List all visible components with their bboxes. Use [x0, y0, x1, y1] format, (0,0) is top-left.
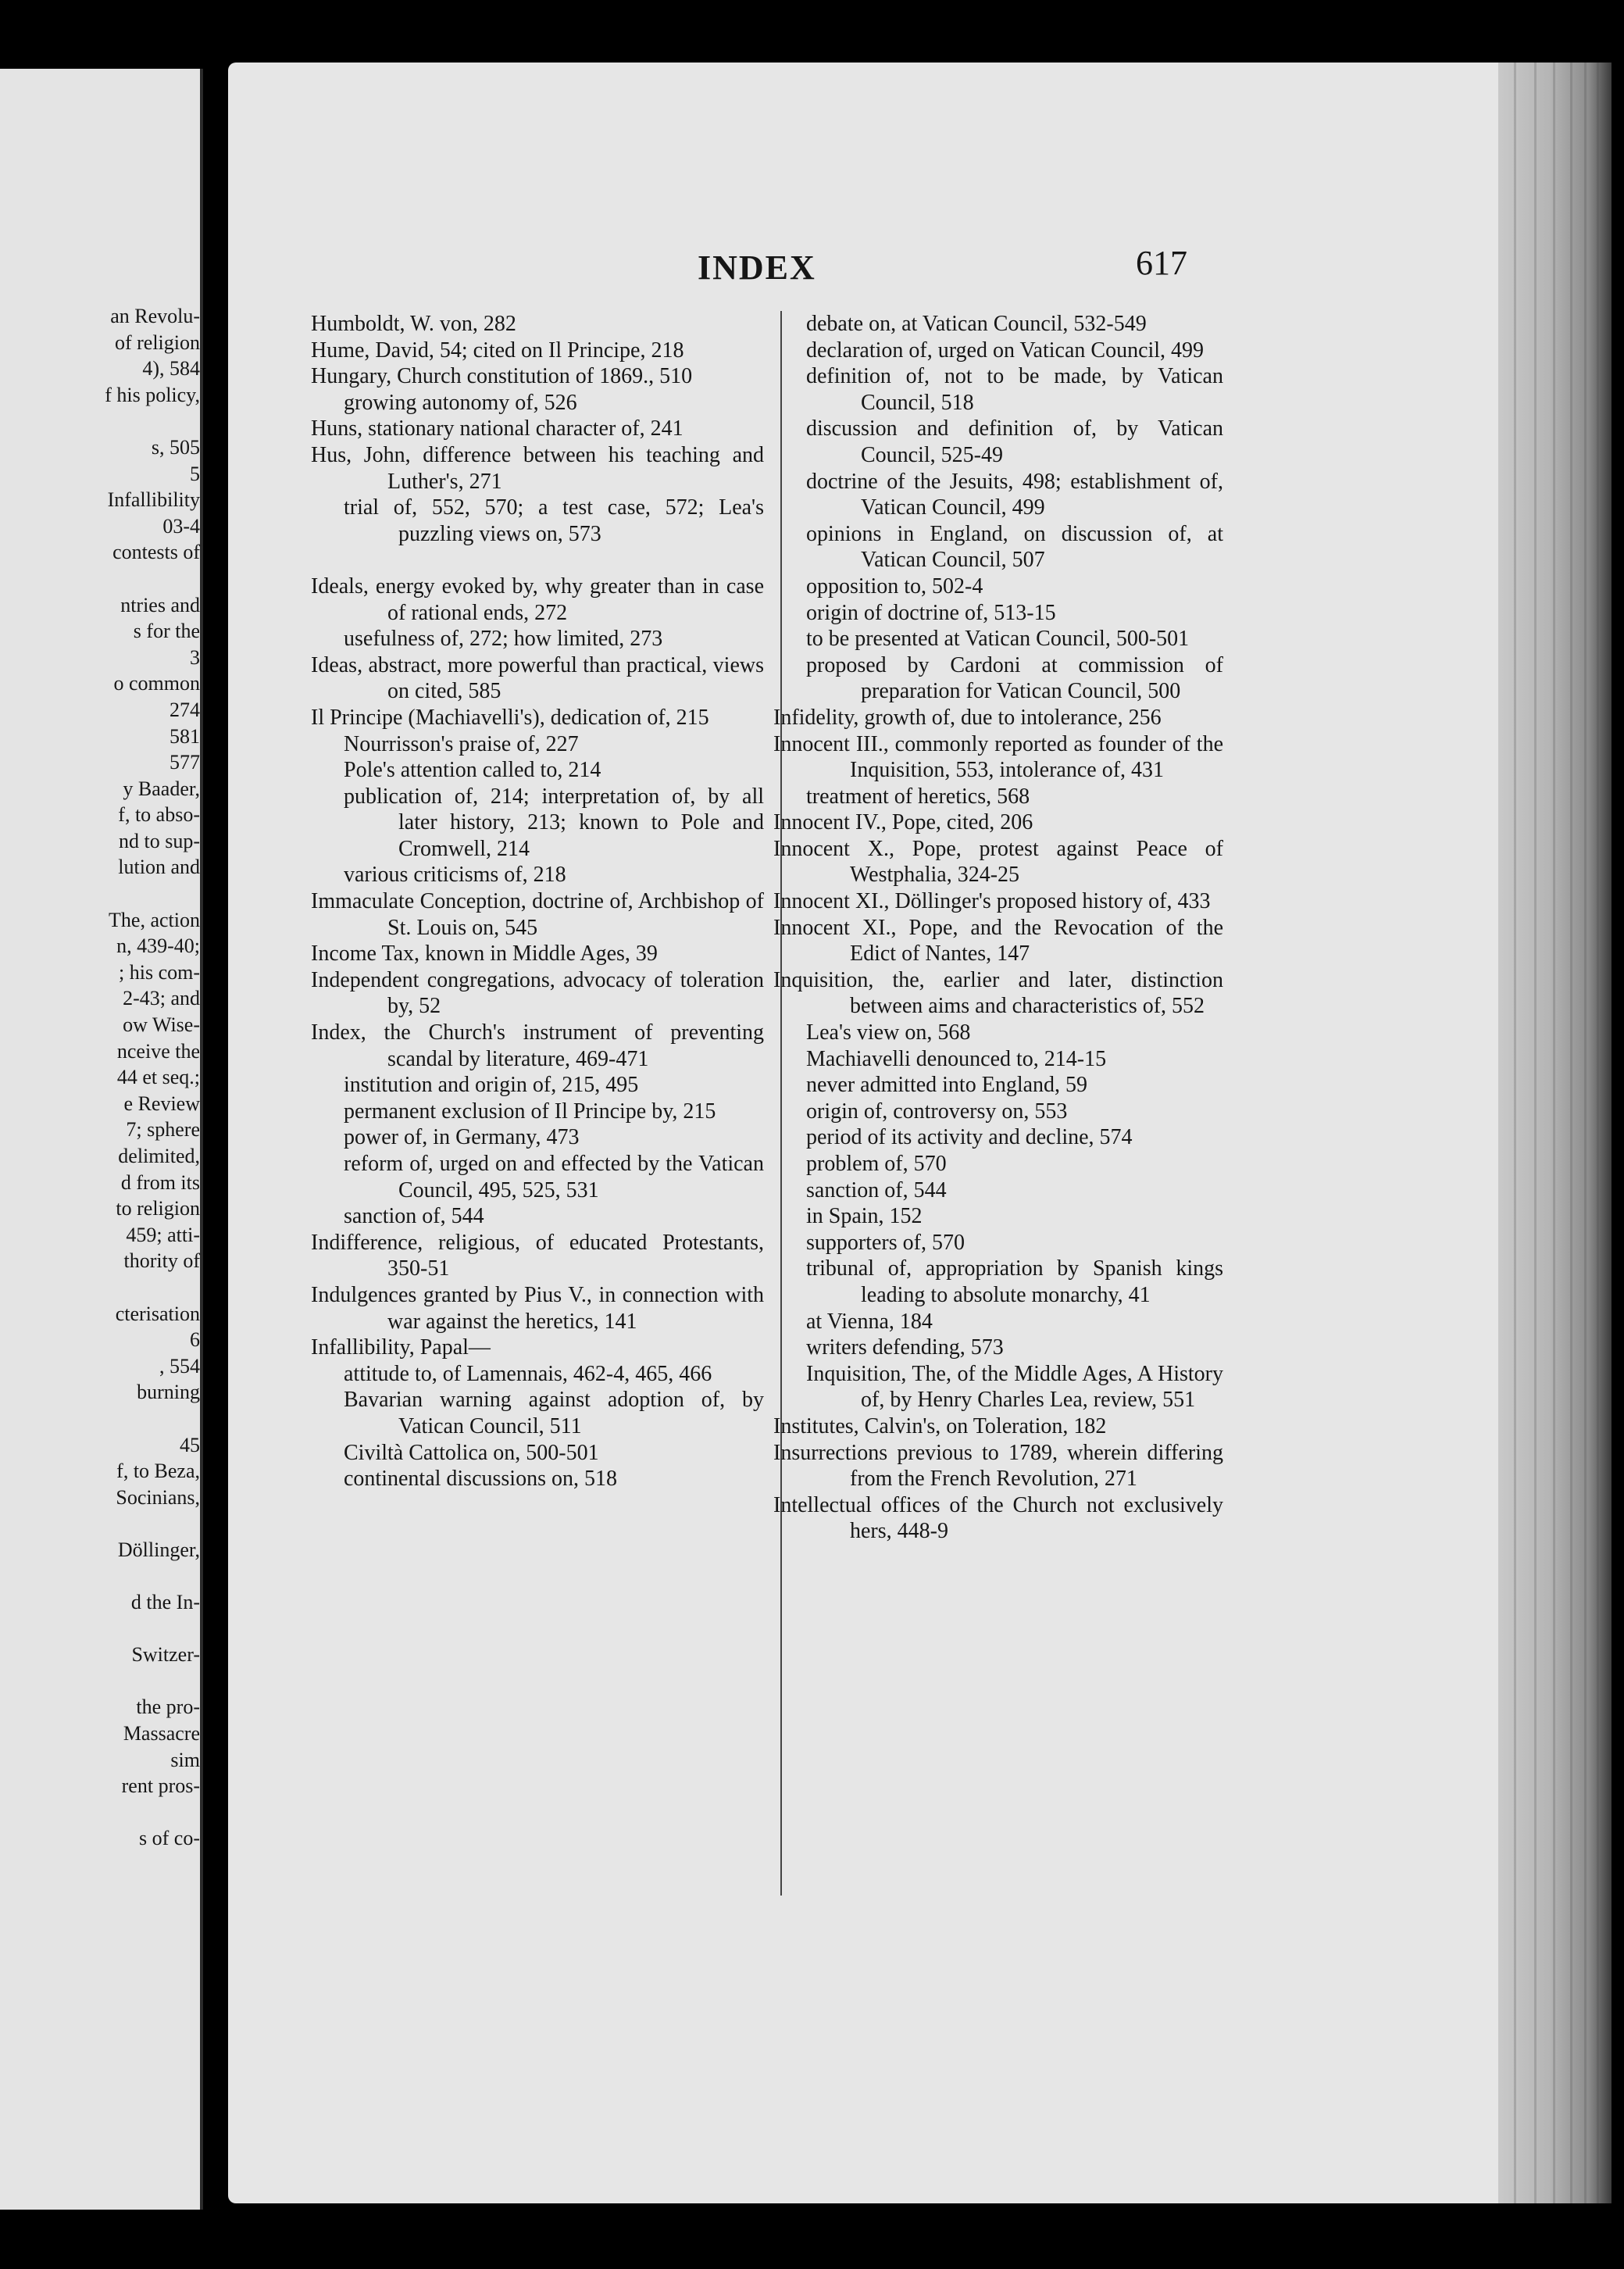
facing-page-line: lution and [118, 856, 200, 879]
index-entry: Innocent III., commonly reported as founder of the Inquisition, 553, intolerance of, 431 [773, 731, 1223, 783]
index-entry: Insurrections previous to 1789, wherein differing from the French Revolution, 271 [773, 1440, 1223, 1492]
facing-page-line: 6 [190, 1328, 200, 1352]
index-subentry: institution and origin of, 215, 495 [344, 1073, 639, 1098]
facing-page-line: Döllinger, [117, 1538, 200, 1561]
index-subentry: opposition to, 502-4 [806, 574, 983, 599]
index-entry: Independent congregations, advocacy of toleration by, 52 [311, 967, 764, 1019]
index-entry: Innocent XI., Pope, and the Revocation of the Edict of Nantes, 147 [773, 915, 1223, 967]
facing-page-line [98, 1510, 203, 1537]
index-subentry: attitude to, of Lamennais, 462-4, 465, 466 [344, 1361, 712, 1386]
facing-page-line: 577 [170, 751, 200, 774]
facing-page-line: 44 et seq.; [116, 1066, 200, 1089]
index-subentry: problem of, 570 [806, 1152, 947, 1176]
index-subentry: trial of, 552, 570; a test case, 572; Lea's puzzling views on, 573 [344, 495, 764, 546]
index-subentry: writers defending, 573 [806, 1335, 1004, 1360]
facing-page-line: 4), 584 [142, 357, 200, 381]
facing-page-line: d the In- [130, 1591, 200, 1614]
index-subentry: publication of, 214; interpretation of, by all later history, 213; known to Pole and Cromwell, 214 [344, 784, 764, 861]
facing-page-line: e Review [123, 1092, 200, 1115]
facing-page-line: s for the [133, 620, 200, 643]
facing-page-line: 459; atti- [126, 1223, 200, 1246]
index-subentry: growing autonomy of, 526 [344, 390, 577, 415]
facing-page-line: ; his com- [119, 960, 200, 984]
facing-page-line: the pro- [136, 1695, 200, 1719]
facing-page-line: 3 [190, 645, 200, 669]
facing-page-line [98, 1799, 203, 1826]
facing-page-line: thority of [123, 1249, 200, 1273]
facing-page-line [98, 408, 203, 434]
index-subentry: Civiltà Cattolica on, 500-501 [344, 1440, 599, 1465]
index-entry: Huns, stationary national character of, 241 [311, 416, 684, 441]
index-entry: Institutes, Calvin's, on Toleration, 182 [773, 1413, 1107, 1438]
facing-page-line [98, 1668, 203, 1695]
index-entry: Index, the Church's instrument of preventing scandal by literature, 469-471 [311, 1020, 764, 1071]
index-entry: Intellectual offices of the Church not exclusively hers, 448-9 [773, 1492, 1223, 1544]
index-subentry: to be presented at Vatican Council, 500-501 [806, 627, 1190, 652]
index-subentry: period of its activity and decline, 574 [806, 1125, 1133, 1150]
facing-page-line [98, 881, 203, 907]
page-number: 617 [1136, 244, 1187, 282]
page-edge [1498, 63, 1612, 2203]
index-subentry: sanction of, 544 [344, 1204, 484, 1229]
index-column-left [311, 311, 764, 1492]
index-subentry: origin of doctrine of, 513-15 [806, 600, 1056, 625]
index-subentry: Nourrisson's praise of, 227 [344, 731, 579, 756]
index-subentry: usefulness of, 272; how limited, 273 [344, 627, 663, 652]
index-subentry: Pole's attention called to, 214 [344, 758, 601, 783]
index-entry: Inquisition, the, earlier and later, distinction between aims and characteristics of, 552 [773, 967, 1223, 1019]
index-subentry: definition of, not to be made, by Vatican Council, 518 [806, 364, 1223, 415]
facing-page-line: nceive the [116, 1039, 200, 1063]
facing-page-line [98, 1274, 203, 1301]
page-title: INDEX [698, 248, 816, 287]
facing-page-line: 581 [170, 724, 200, 748]
index-subentry: supporters of, 570 [806, 1230, 965, 1255]
facing-page-line: , 554 [159, 1354, 200, 1377]
index-entry: Ideals, energy evoked by, why greater than in case of rational ends, 272 [311, 574, 764, 625]
facing-page-line: Infallibility [107, 488, 200, 512]
index-subentry: reform of, urged on and effected by the Vatican Council, 495, 525, 531 [344, 1152, 764, 1202]
facing-page-line: an Revolu- [110, 305, 200, 327]
index-entry: Innocent XI., Döllinger's proposed history of, 433 [773, 889, 1211, 914]
facing-page-line: f his policy, [105, 383, 200, 406]
facing-page-line: 7; sphere [126, 1118, 200, 1142]
index-subentry: continental discussions on, 518 [344, 1467, 617, 1492]
facing-page-line: 45 [180, 1433, 200, 1456]
index-subentry: Lea's view on, 568 [806, 1020, 971, 1045]
index-subentry: origin of, controversy on, 553 [806, 1099, 1068, 1124]
facing-page-line: 274 [170, 698, 200, 721]
index-entry: Infidelity, growth of, due to intolerance, 256 [773, 705, 1162, 730]
index-entry: Humboldt, W. von, 282 [311, 312, 516, 336]
index-entry: Income Tax, known in Middle Ages, 39 [311, 942, 658, 967]
facing-page-line [98, 1406, 203, 1432]
facing-page-line: sim [170, 1748, 200, 1771]
index-page [228, 63, 1498, 2203]
facing-page-line: y Baader, [123, 777, 200, 800]
index-entry: Ideas, abstract, more powerful than practical, views on cited, 585 [311, 652, 764, 704]
index-subentry: sanction of, 544 [806, 1177, 947, 1202]
facing-page-line [98, 1616, 203, 1642]
index-subentry: permanent exclusion of Il Principe by, 215 [344, 1099, 716, 1124]
index-subentry: debate on, at Vatican Council, 532-549 [806, 312, 1147, 336]
index-subentry: opinions in England, on discussion of, at Vatican Council, 507 [806, 521, 1223, 573]
facing-page-line: burning [137, 1381, 200, 1404]
index-subentry: never admitted into England, 59 [806, 1073, 1088, 1098]
index-subentry: in Spain, 152 [806, 1204, 923, 1229]
index-entry: Il Principe (Machiavelli's), dedication of, 215 [311, 705, 709, 730]
index-entry: Infallibility, Papal— [311, 1335, 491, 1360]
index-subentry: proposed by Cardoni at commission of preparation for Vatican Council, 500 [806, 652, 1223, 704]
facing-page-line: o common [113, 672, 200, 695]
facing-page-line: rent pros- [121, 1774, 200, 1798]
facing-page-line: f, to Beza, [116, 1460, 200, 1483]
facing-page-line [98, 1563, 203, 1590]
facing-page-line: 03-4 [162, 514, 200, 538]
index-entry: Innocent X., Pope, protest against Peace of Westphalia, 324-25 [773, 836, 1223, 888]
index-subentry: various criticisms of, 218 [344, 863, 566, 888]
facing-page-line: 2-43; and [123, 987, 200, 1010]
index-subentry: at Vienna, 184 [806, 1309, 933, 1334]
index-subentry: power of, in Germany, 473 [344, 1125, 580, 1150]
index-entry: Hungary, Church constitution of 1869., 510 [311, 364, 693, 389]
facing-page-line: to religion [116, 1197, 200, 1220]
index-column-right [773, 311, 1223, 1545]
index-entry: Indifference, religious, of educated Protestants, 350-51 [311, 1230, 764, 1281]
facing-page-line: n, 439-40; [116, 934, 200, 958]
facing-page-line: The, action [109, 908, 200, 931]
facing-page-fragment [0, 69, 203, 2210]
index-subentry: declaration of, urged on Vatican Council, 499 [806, 338, 1205, 363]
facing-page-line: cterisation [115, 1302, 200, 1325]
index-subentry: doctrine of the Jesuits, 498; establishment of, Vatican Council, 499 [806, 469, 1223, 520]
facing-page-line: Switzer- [131, 1643, 200, 1667]
index-entry: Indulgences granted by Pius V., in connection with war against the heretics, 141 [311, 1282, 764, 1334]
facing-page-line: of religion [114, 331, 200, 354]
facing-page-line: d from its [120, 1170, 200, 1194]
facing-page-line: Massacre [123, 1722, 200, 1746]
facing-page-line: ntries and [120, 593, 200, 616]
facing-page-line: Socinians, [116, 1485, 200, 1509]
index-subentry: tribunal of, appropriation by Spanish kings leading to absolute monarchy, 41 [806, 1256, 1223, 1307]
index-subentry: Bavarian warning against adoption of, by Vatican Council, 511 [344, 1388, 764, 1438]
index-subentry: treatment of heretics, 568 [806, 784, 1030, 809]
index-entry: Innocent IV., Pope, cited, 206 [773, 810, 1033, 835]
facing-page-text [0, 303, 200, 1852]
index-entry: Immaculate Conception, doctrine of, Archbishop of St. Louis on, 545 [311, 889, 764, 940]
facing-page-line: contests of [112, 541, 200, 564]
index-entry: Hus, John, difference between his teaching and Luther's, 271 [311, 442, 764, 494]
facing-page-line: s of co- [139, 1827, 200, 1850]
facing-page-line: ow Wise- [123, 1013, 200, 1037]
index-entry: Hume, David, 54; cited on Il Principe, 218 [311, 338, 684, 363]
index-subentry: discussion and definition of, by Vatican Council, 525-49 [806, 416, 1223, 467]
index-subentry: Machiavelli denounced to, 214-15 [806, 1046, 1107, 1071]
facing-page-line: 5 [190, 462, 200, 485]
facing-page-line: s, 505 [151, 435, 200, 459]
facing-page-line [98, 566, 203, 592]
facing-page-line: delimited, [118, 1145, 200, 1167]
facing-page-line: f, to abso- [118, 803, 200, 827]
facing-page-line: nd to sup- [119, 829, 200, 852]
index-subentry: Inquisition, The, of the Middle Ages, A History of, by Henry Charles Lea, review, 551 [806, 1361, 1223, 1413]
